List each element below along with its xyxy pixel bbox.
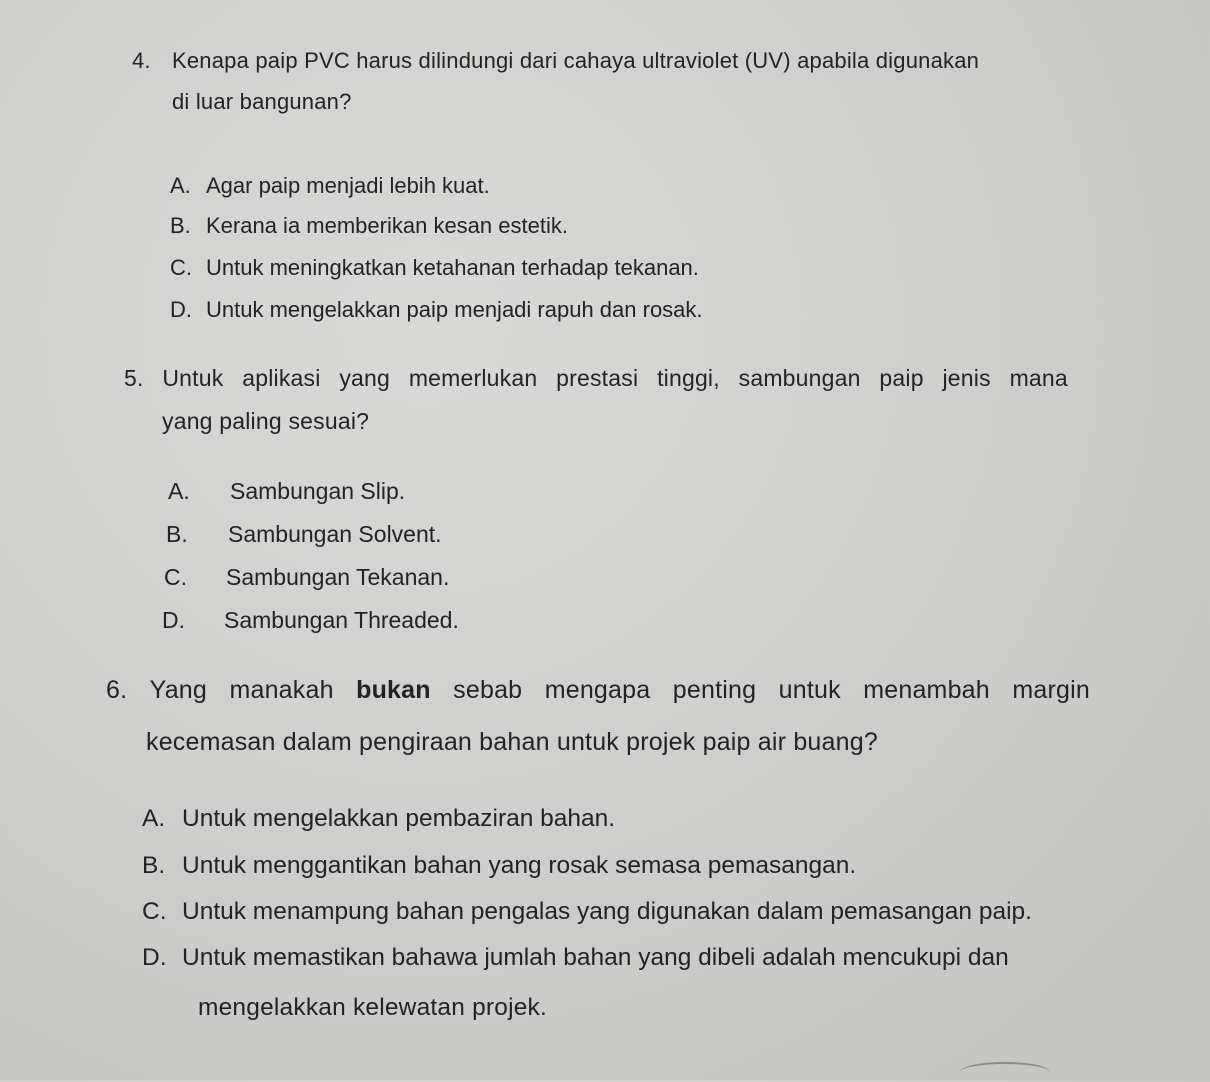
- question-5-word: yang: [339, 365, 391, 391]
- option-text: Untuk menampung bahan pengalas yang digunakan dalam pemasangan paip.: [182, 898, 1032, 925]
- question-6-word: Yang: [149, 676, 208, 704]
- option-letter: C.: [142, 898, 167, 925]
- question-5-option-c: [164, 564, 449, 591]
- question-6-word: penting: [672, 676, 757, 704]
- option-text: Kerana ia memberikan kesan estetik.: [206, 213, 568, 238]
- question-4-option-d: [170, 297, 703, 323]
- question-6-word: untuk: [778, 676, 841, 704]
- question-6-line-1: [106, 676, 1090, 705]
- question-4-option-c: [170, 255, 699, 281]
- question-6-word: mengapa: [544, 676, 651, 704]
- option-letter: D.: [162, 607, 185, 633]
- question-4-option-a: [170, 173, 490, 199]
- question-4-line-2: di luar bangunan?: [172, 89, 352, 114]
- question-6-word: margin: [1012, 676, 1090, 704]
- option-text: Sambungan Threaded.: [224, 607, 459, 633]
- question-6-option-c: [142, 898, 1032, 926]
- question-6-option-d: [142, 944, 1009, 972]
- question-6-emphasis-word: bukan: [356, 676, 431, 704]
- question-5-word: memerlukan: [408, 365, 538, 391]
- option-letter: B.: [166, 521, 188, 547]
- question-6-line-2: kecemasan dalam pengiraan bahan untuk projek paip air buang?: [146, 728, 878, 756]
- option-text: Agar paip menjadi lebih kuat.: [206, 173, 490, 198]
- question-5-word: tinggi,: [657, 365, 720, 391]
- option-letter: A.: [168, 478, 190, 504]
- option-letter: A.: [142, 805, 166, 832]
- option-text: Untuk memastikan bahawa jumlah bahan yang dibeli adalah mencukupi dan: [182, 944, 1009, 971]
- question-6-word: menambah: [863, 676, 990, 704]
- question-5-line-2: yang paling sesuai?: [162, 408, 370, 434]
- question-4-option-b: [170, 213, 568, 239]
- question-5-word: aplikasi: [242, 365, 321, 391]
- question-5-word: sambungan: [738, 365, 861, 391]
- question-6-word: sebab: [453, 676, 523, 704]
- question-5-option-b: [166, 521, 442, 548]
- question-4-line-1: [132, 48, 979, 74]
- question-4-number: 4.: [132, 48, 151, 73]
- option-text: Sambungan Slip.: [230, 478, 406, 504]
- option-letter: B.: [170, 213, 191, 238]
- question-5-word: mana: [1009, 365, 1068, 391]
- question-6-option-a: [142, 805, 615, 833]
- question-5-option-a: [168, 478, 405, 505]
- option-letter: D.: [142, 944, 167, 971]
- option-text: Sambungan Tekanan.: [226, 564, 450, 590]
- option-letter: A.: [170, 173, 191, 198]
- question-5-word: paip: [879, 365, 924, 391]
- question-5-word: Untuk: [162, 365, 224, 391]
- question-6-option-b: [142, 852, 856, 880]
- option-text: Untuk mengelakkan paip menjadi rapuh dan rosak.: [206, 297, 703, 322]
- question-5-word: jenis: [942, 365, 991, 391]
- question-6-number: 6.: [106, 676, 128, 704]
- question-5-option-d: [162, 607, 459, 634]
- page-curl-mark: [960, 1062, 1050, 1082]
- question-4-text: Kenapa paip PVC harus dilindungi dari cahaya ultraviolet (UV) apabila digunakan: [172, 48, 980, 73]
- question-6-option-d-line-2: mengelakkan kelewatan projek.: [198, 994, 548, 1021]
- option-text: Untuk mengelakkan pembaziran bahan.: [182, 805, 616, 832]
- option-letter: B.: [142, 852, 166, 879]
- question-5-line-1: [124, 365, 1068, 392]
- option-text: Sambungan Solvent.: [228, 521, 442, 547]
- option-text: Untuk menggantikan bahan yang rosak semasa pemasangan.: [182, 852, 857, 879]
- question-6-word: manakah: [229, 676, 334, 704]
- option-letter: C.: [170, 255, 192, 280]
- option-text: Untuk meningkatkan ketahanan terhadap tekanan.: [206, 255, 699, 280]
- option-letter: D.: [170, 297, 192, 322]
- question-5-number: 5.: [124, 365, 144, 391]
- question-5-word: prestasi: [556, 365, 639, 391]
- option-letter: C.: [164, 564, 187, 590]
